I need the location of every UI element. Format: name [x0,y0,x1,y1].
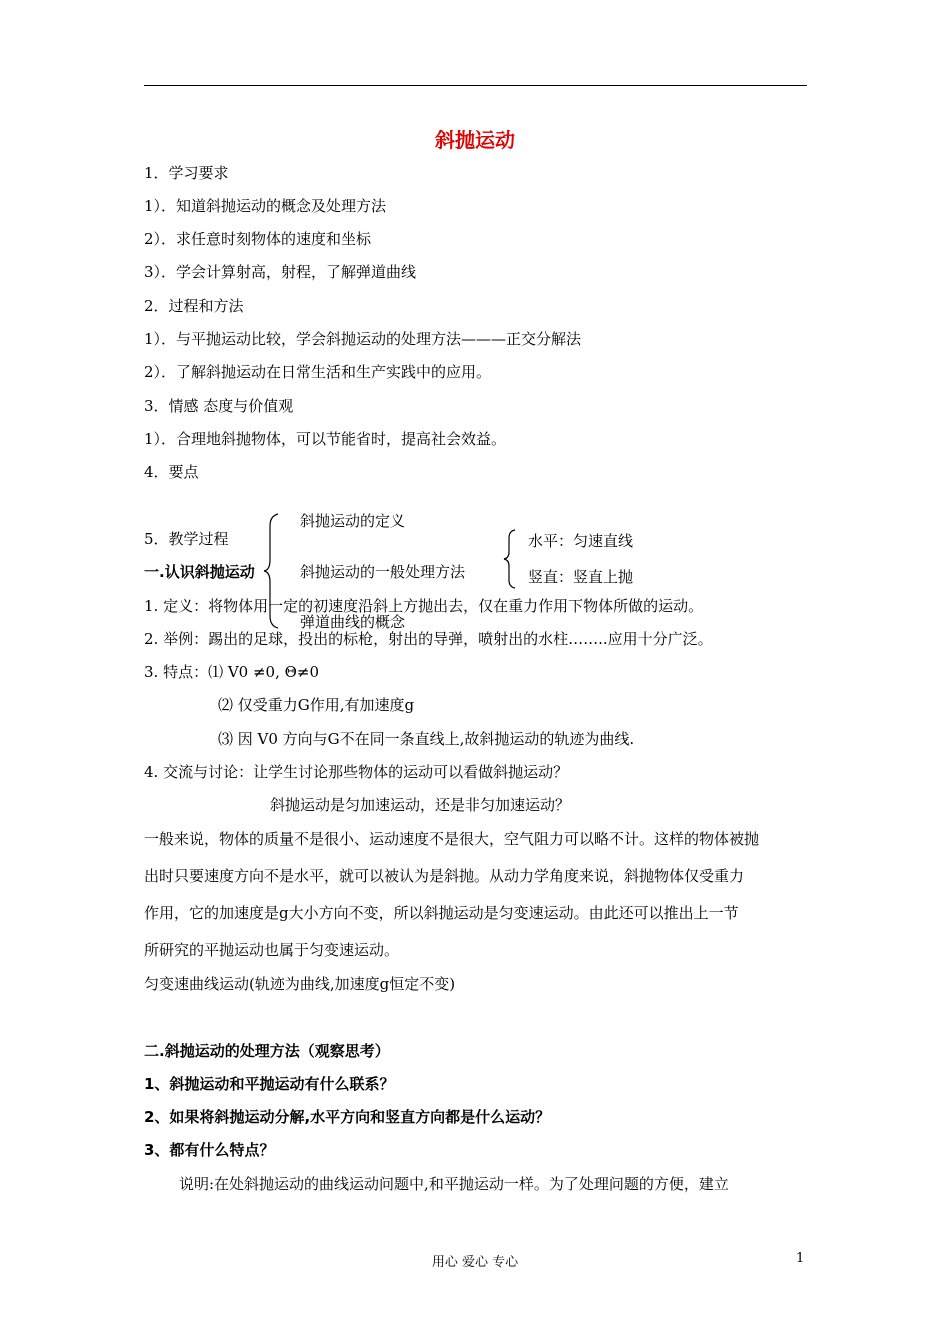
diagram-sub-horizontal: 水平：匀速直线 [528,532,634,550]
objective-line: 3）．学会计算射高，射程，了解弹道曲线 [144,263,417,281]
objective-heading-3: 3．情感 态度与价值观 [144,397,294,415]
objective-heading-1: 1．学习要求 [144,164,229,182]
question-1: 1、斜抛运动和平抛运动有什么联系？ [144,1075,395,1093]
paragraph-line: 一般来说，物体的质量不是很小、运动速度不是很大，空气阻力可以略不计。这样的物体被抛 [144,830,760,848]
page-number: 1 [796,1251,805,1266]
diagram-branch-definition: 斜抛运动的定义 [300,512,406,530]
question-3: 3、都有什么特点？ [144,1141,275,1159]
item-features: 3. 特点：⑴ V0 ≠0, Θ≠0 [144,663,320,681]
footer-motto: 用心 爱心 专心 [431,1255,519,1270]
summary-line: 匀变速曲线运动(轨迹为曲线,加速度g恒定不变) [144,975,456,993]
note-line: 说明:在处斜抛运动的曲线运动问题中,和平抛运动一样。为了处理问题的方便，建立 [179,1175,729,1193]
diagram-branch-trajectory: 弹道曲线的概念 [300,613,406,631]
item-discussion-question: 斜抛运动是匀加速运动，还是非匀加速运动？ [270,796,571,814]
objective-line: 1）．与平抛运动比较，学会斜抛运动的处理方法———正交分解法 [144,330,582,348]
process-label: 5．教学过程 [144,530,229,548]
page-title: 斜抛运动 [435,128,515,152]
section2-heading: 二.斜抛运动的处理方法（观察思考） [144,1042,390,1060]
paragraph-line: 所研究的平抛运动也属于匀变速运动。 [144,941,400,959]
paragraph-line: 作用，它的加速度是g大小方向不变，所以斜抛运动是匀变速运动。由此还可以推出上一节 [144,904,739,922]
objective-line: 1）．合理地斜抛物体，可以节能省时，提高社会效益。 [144,430,507,448]
header-rule [144,85,807,86]
objective-line: 2）．了解斜抛运动在日常生活和生产实践中的应用。 [144,363,492,381]
diagram-sub-vertical: 竖直：竖直上抛 [528,568,634,586]
diagram-branch-method: 斜抛运动的一般处理方法 [300,563,466,581]
question-2: 2、如果将斜抛运动分解,水平方向和竖直方向都是什么运动？ [144,1108,551,1126]
item-examples: 2. 举例：踢出的足球，投出的标枪，射出的导弹，喷射出的水柱……..应用十分广泛。 [144,630,713,648]
item-discussion: 4. 交流与讨论：让学生讨论那些物体的运动可以看做斜抛运动？ [144,763,569,781]
objective-line: 1）．知道斜抛运动的概念及处理方法 [144,197,387,215]
section1-heading: 一.认识斜抛运动 [144,563,255,581]
objective-line: 2）．求任意时刻物体的速度和坐标 [144,230,372,248]
sub-brace [502,528,518,590]
objective-heading-4: 4．要点 [144,463,199,481]
objective-heading-2: 2．过程和方法 [144,297,244,315]
item-feature-3: ⑶ 因 V0 方向与G不在同一条直线上,故斜抛运动的轨迹为曲线. [218,730,635,748]
paragraph-line: 出时只要速度方向不是水平，就可以被认为是斜抛。从动力学角度来说，斜抛物体仅受重力 [144,867,745,885]
item-feature-2: ⑵ 仅受重力G作用,有加速度g [218,696,415,714]
item-definition: 1. 定义：将物体用一定的初速度沿斜上方抛出去，仅在重力作用下物体所做的运动。 [144,597,704,615]
